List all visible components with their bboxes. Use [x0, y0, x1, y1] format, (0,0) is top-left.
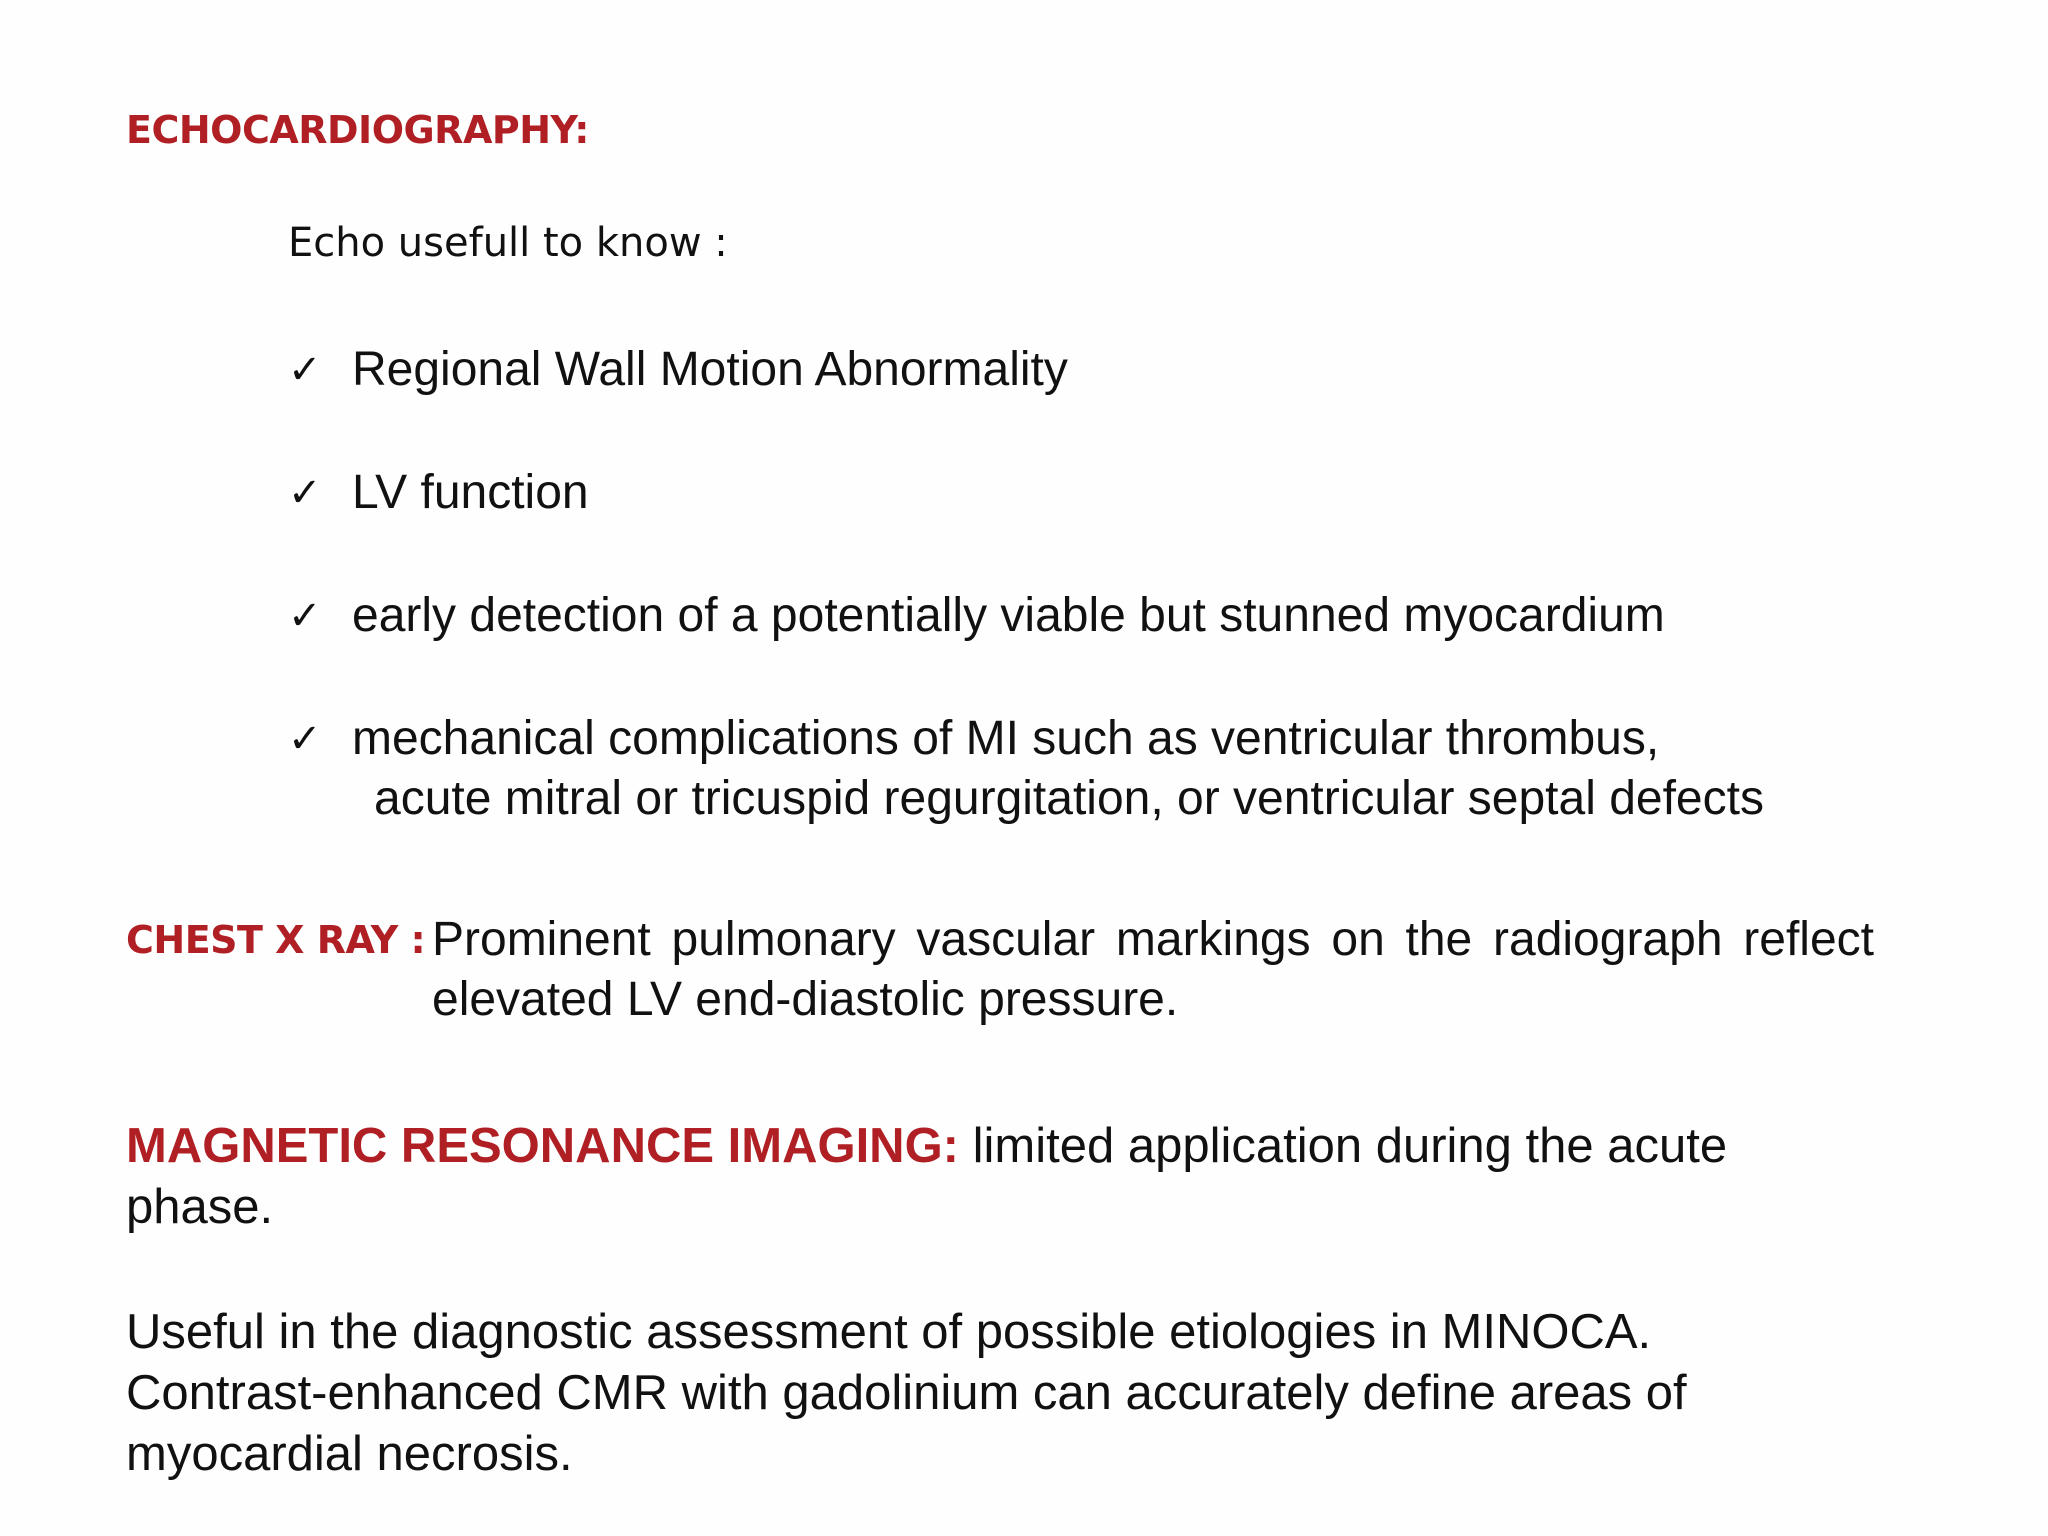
- echo-subheading: Echo usefull to know :: [288, 220, 728, 266]
- bullet-item: [288, 709, 1764, 829]
- bullet-item: [288, 340, 1068, 400]
- mri-heading: MAGNETIC RESONANCE IMAGING:: [126, 1119, 959, 1173]
- bullet-text: LV function: [352, 466, 589, 519]
- mri-body: [126, 1302, 1926, 1485]
- echocardiography-heading: ECHOCARDIOGRAPHY:: [126, 108, 589, 152]
- chest-xray-text: Prominent pulmonary vascular markings on the radiograph reflect elevated LV end-diastolic pressure.: [432, 913, 1874, 1026]
- mri-section: [126, 1116, 1886, 1238]
- mri-body-line-1: Useful in the diagnostic assessment of possible etiologies in MINOCA.: [126, 1305, 1652, 1359]
- checkmark-icon: ✓: [288, 347, 322, 393]
- chest-xray-heading: CHEST X RAY :: [126, 918, 426, 962]
- mri-summary-text: limited application during the acute phase.: [126, 1119, 1728, 1234]
- bullet-text: early detection of a potentially viable but stunned myocardium: [352, 589, 1665, 642]
- checkmark-icon: ✓: [288, 593, 322, 639]
- mri-body-line-2: Contrast-enhanced CMR with gadolinium can accurately define areas of myocardial necrosis.: [126, 1366, 1687, 1481]
- bullet-item: [288, 463, 589, 523]
- bullet-line-1: mechanical complications of MI such as ventricular thrombus,: [352, 712, 1660, 765]
- bullet-text: Regional Wall Motion Abnormality: [352, 343, 1068, 396]
- checkmark-icon: ✓: [288, 716, 322, 762]
- checkmark-icon: ✓: [288, 470, 322, 516]
- bullet-item: [288, 586, 1665, 646]
- bullet-line-2: acute mitral or tricuspid regurgitation, or ventricular septal defects: [374, 772, 1764, 825]
- bullet-text-multiline: [352, 709, 1764, 829]
